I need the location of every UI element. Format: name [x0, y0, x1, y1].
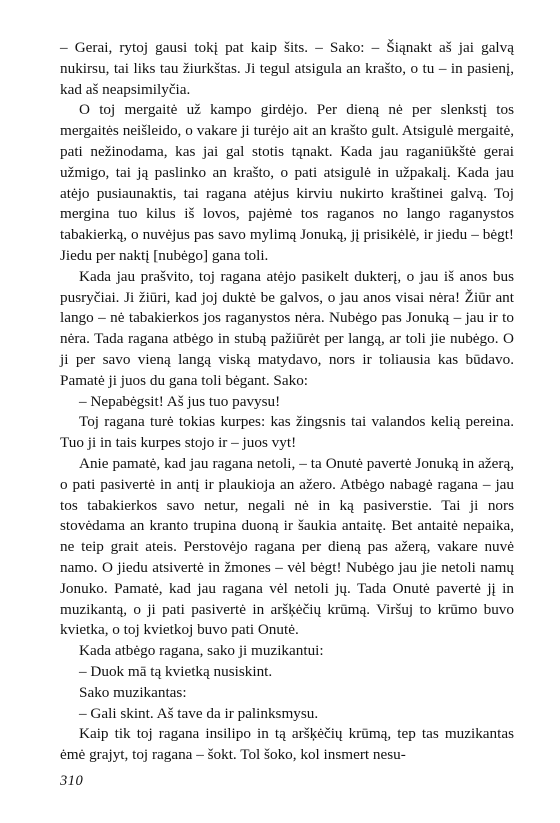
paragraph: Kada jau prašvito, toj ragana atėjo pasikelt dukterį, o jau iš anos bus pusryčiai. Ji žiūri, kad joj duktė be galvos, o jau anos visai nėra! Žiūr ant lango – nė tabakierkos jos raganystos nėra. Nubėgo pas Jonuką – jau ir to nėra. Tada ragana atbėgo in stubą pažiūrėt per langą, ar toli jie nubėgo. O ji per savo vieną langą viską matydavo, nors ir toliausia kas būdavo. Pamatė ji juos du gana toli bėgant. Sako:: [60, 267, 514, 389]
paragraph: Anie pamatė, kad jau ragana netoli, – ta Onutė pavertė Jonuką in ažerą, o pati pasivertė in antį ir plaukioja an ažero. Atbėgo nabagė ragana – jau tos tabakierkos savo netur, negali nė in ką pasiverstie. Tai ji nors stovėdama an kranto trupina duoną ir šaukia antaitę. Bet antaitė nepaika, ne teip grait ateis. Perstovėjo ragana per dieną pas ažerą, vakare nuvė namo. O jiedu atsivertė in žmones – vėl bėgt! Nubėgo jau jie netoli namų Jonuko. Pamatė, kad jau ragana vėl netoli jų. Tada Onutė pavertė jį in muzikantą, o ji pati pasivertė in aršķėčių krūmą. Viršuj to krūmo buvo kvietka, o toj kvietkoj buvo pati Onutė.: [60, 454, 514, 639]
paragraph: Sako muzikantas:: [79, 683, 187, 701]
paragraph: – Duok mā tą kvietką nusiskint.: [79, 662, 273, 680]
paragraph: O toj mergaitė už kampo girdėjo. Per dieną nė per slenkstį tos mergaitės neišleido, o vakare ji turėjo ait an krašto gult. Atsigulė mergaitė, pati nežinodama, kas jai gal stotis tąnakt. Kada jau raganiūkštė gerai užmigo, tai ją paslinko an krašto, o pati atsigulė in užpakalį. Kada jau atėjo pusiaunaktis, tai ragana atėjus kirviu nukirto kraštinei galvą. Toj mergina tuo kilus iš lovos, pajėmė tos raganos no lango raganystos tabakierką, o nuvėjus pas savo mylimą Jonuką, jį prisikėlė, ir jiedu – bėgt! Jiedu per naktį [nubėgo] gana toli.: [60, 101, 514, 264]
paragraph: – Gali skint. Aš tave da ir palinksmysu.: [79, 704, 319, 722]
paragraph: – Gerai, rytoj gausi tokį pat kaip šits. – Sako: – Šiąnakt aš jai galvą nukirsu, tai liks tau žiurkštas. Ji tegul atsigula an krašto, o tu – in pasienį, kad aš neapsimilyčia.: [60, 39, 514, 98]
paragraph: Toj ragana turė tokias kurpes: kas žingsnis tai valandos kelią pereina. Tuo ji in tais kurpes stojo ir – juos vyt!: [60, 413, 514, 452]
paragraph: Kaip tik toj ragana insilipo in tą aršķėčių krūmą, tep tas muzikantas ėmė grajyt, toj ragana – šokt. Tol šoko, kol insmert nesu-: [60, 725, 514, 764]
paragraph: – Nepabėgsit! Aš jus tuo pavysu!: [79, 392, 281, 410]
paragraph: Kada atbėgo ragana, sako ji muzikantui:: [79, 642, 324, 660]
page-number: 310: [60, 773, 84, 789]
body-text: [60, 38, 514, 766]
